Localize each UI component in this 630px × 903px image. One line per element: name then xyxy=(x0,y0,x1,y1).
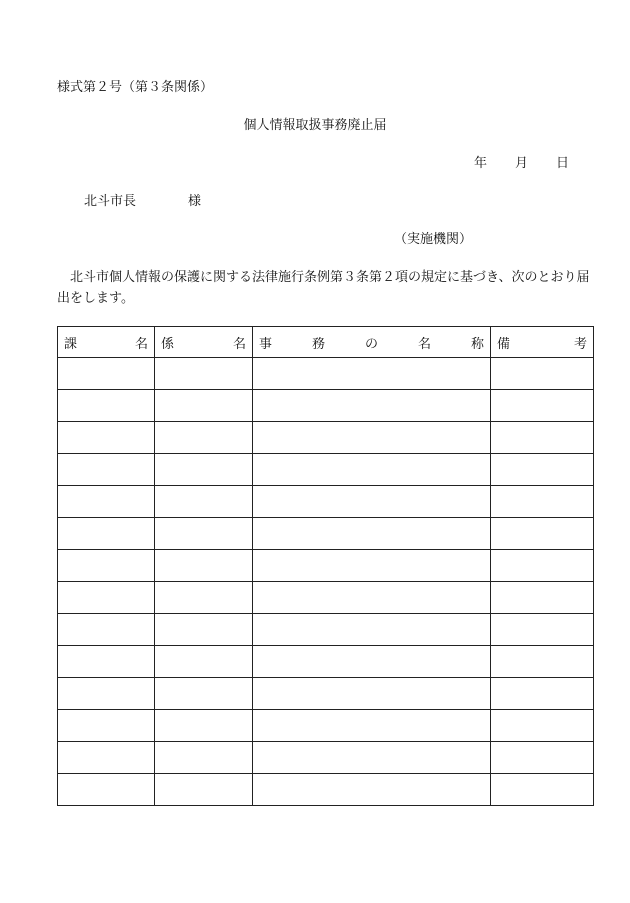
cell-work-name[interactable] xyxy=(253,454,491,486)
cell-section-name[interactable] xyxy=(58,582,155,614)
cell-subsection-name[interactable] xyxy=(155,614,253,646)
cell-subsection-name[interactable] xyxy=(155,678,253,710)
cell-remarks[interactable] xyxy=(491,454,594,486)
cell-remarks[interactable] xyxy=(491,582,594,614)
cell-remarks[interactable] xyxy=(491,646,594,678)
cell-work-name[interactable] xyxy=(253,518,491,550)
cell-remarks[interactable] xyxy=(491,742,594,774)
header-char: の xyxy=(364,336,378,352)
table-row xyxy=(58,710,594,742)
cell-subsection-name[interactable] xyxy=(155,582,253,614)
cell-subsection-name[interactable] xyxy=(155,422,253,454)
header-char: 事 xyxy=(259,336,273,352)
cell-remarks[interactable] xyxy=(491,550,594,582)
cell-remarks[interactable] xyxy=(491,710,594,742)
cell-subsection-name[interactable] xyxy=(155,454,253,486)
cell-remarks[interactable] xyxy=(491,678,594,710)
cell-work-name[interactable] xyxy=(253,486,491,518)
cell-subsection-name[interactable] xyxy=(155,550,253,582)
cell-subsection-name[interactable] xyxy=(155,774,253,806)
table-row xyxy=(58,614,594,646)
header-char: 係 xyxy=(161,336,175,352)
table-row xyxy=(58,742,594,774)
table-row xyxy=(58,550,594,582)
cell-section-name[interactable] xyxy=(58,710,155,742)
table-header-row xyxy=(58,327,594,358)
cell-subsection-name[interactable] xyxy=(155,710,253,742)
cell-remarks[interactable] xyxy=(491,486,594,518)
header-char: 課 xyxy=(64,336,78,352)
cell-subsection-name[interactable] xyxy=(155,518,253,550)
cell-section-name[interactable] xyxy=(58,358,155,390)
header-char: 備 xyxy=(497,336,511,352)
cell-section-name[interactable] xyxy=(58,550,155,582)
cell-section-name[interactable] xyxy=(58,422,155,454)
table-row xyxy=(58,454,594,486)
table-row xyxy=(58,358,594,390)
cell-remarks[interactable] xyxy=(491,390,594,422)
cell-work-name[interactable] xyxy=(253,614,491,646)
cell-subsection-name[interactable] xyxy=(155,646,253,678)
cell-subsection-name[interactable] xyxy=(155,742,253,774)
table-row xyxy=(58,646,594,678)
table-row xyxy=(58,422,594,454)
cell-work-name[interactable] xyxy=(253,358,491,390)
cell-work-name[interactable] xyxy=(253,710,491,742)
header-section-name xyxy=(58,327,155,358)
addressee: 北斗市長 xyxy=(84,194,137,209)
table-body xyxy=(58,358,594,806)
table-row xyxy=(58,390,594,422)
cell-section-name[interactable] xyxy=(58,646,155,678)
cell-section-name[interactable] xyxy=(58,678,155,710)
cell-remarks[interactable] xyxy=(491,422,594,454)
table-row xyxy=(58,582,594,614)
cell-work-name[interactable] xyxy=(253,774,491,806)
cell-section-name[interactable] xyxy=(58,742,155,774)
header-remarks xyxy=(491,327,594,358)
document-title: 個人情報取扱事務廃止届 xyxy=(243,118,387,133)
cell-section-name[interactable] xyxy=(58,454,155,486)
honorific: 様 xyxy=(188,194,202,209)
cell-remarks[interactable] xyxy=(491,614,594,646)
header-char: 務 xyxy=(311,336,325,352)
table-row xyxy=(58,774,594,806)
cell-work-name[interactable] xyxy=(253,550,491,582)
cell-remarks[interactable] xyxy=(491,518,594,550)
agency-label: （実施機関） xyxy=(394,232,473,247)
cell-work-name[interactable] xyxy=(253,678,491,710)
office-work-table xyxy=(57,326,594,806)
cell-subsection-name[interactable] xyxy=(155,358,253,390)
form-number: 様式第２号（第３条関係） xyxy=(57,80,214,95)
header-work-name xyxy=(253,327,491,358)
header-subsection-name xyxy=(155,327,253,358)
cell-section-name[interactable] xyxy=(58,614,155,646)
table-row xyxy=(58,518,594,550)
cell-subsection-name[interactable] xyxy=(155,486,253,518)
header-char: 名 xyxy=(232,336,246,352)
table-row xyxy=(58,678,594,710)
cell-work-name[interactable] xyxy=(253,582,491,614)
table-row xyxy=(58,486,594,518)
cell-section-name[interactable] xyxy=(58,774,155,806)
cell-subsection-name[interactable] xyxy=(155,390,253,422)
header-char: 称 xyxy=(470,336,484,352)
header-char: 名 xyxy=(417,336,431,352)
date-month-label: 月 xyxy=(515,156,529,171)
date-day-label: 日 xyxy=(556,156,570,171)
cell-section-name[interactable] xyxy=(58,518,155,550)
cell-work-name[interactable] xyxy=(253,742,491,774)
cell-work-name[interactable] xyxy=(253,646,491,678)
cell-work-name[interactable] xyxy=(253,390,491,422)
cell-section-name[interactable] xyxy=(58,390,155,422)
cell-work-name[interactable] xyxy=(253,422,491,454)
cell-remarks[interactable] xyxy=(491,358,594,390)
body-text: 北斗市個人情報の保護に関する法律施行条例第３条第２項の規定に基づき、次のとおり届出をします。 xyxy=(57,270,590,306)
date-year-label: 年 xyxy=(474,156,488,171)
header-char: 名 xyxy=(134,336,148,352)
header-char: 考 xyxy=(573,336,587,352)
cell-remarks[interactable] xyxy=(491,774,594,806)
cell-section-name[interactable] xyxy=(58,486,155,518)
